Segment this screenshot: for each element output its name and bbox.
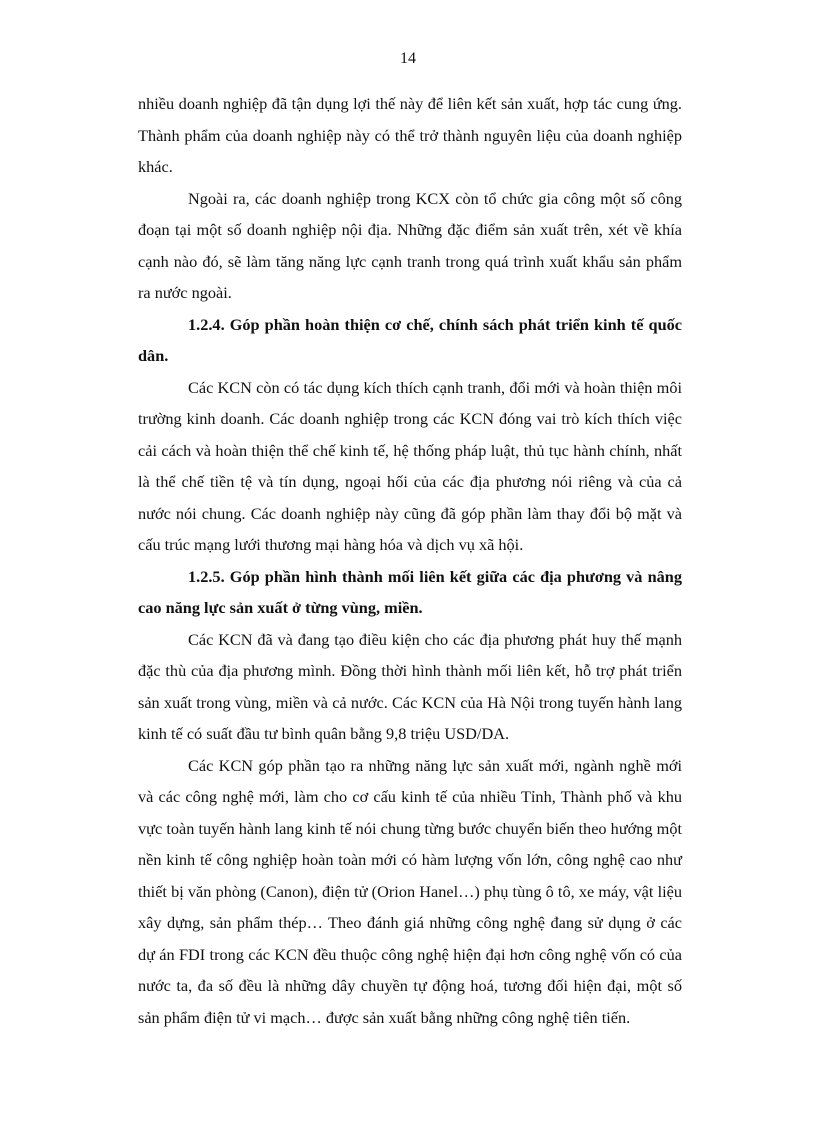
paragraph-regional-linkage: Các KCN đã và đang tạo điều kiện cho các địa phương phát huy thế mạnh đặc thù của địa phương mình. Đồng thời hình thành mối liên kết, hỗ trợ phát triển sản xuất trong vùng, miền và cả nước. Các KCN của Hà Nội trong tuyến hành lang kinh tế có suất đầu tư bình quân bằng 9,8 triệu USD/DA. [138,629,682,743]
page-number: 14 [400,50,416,67]
paragraph-kcx-outsourcing: Ngoài ra, các doanh nghiệp trong KCX còn tổ chức gia công một số công đoạn tại một số doanh nghiệp nội địa. Những đặc điểm sản xuất trên, xét về khía cạnh nào đó, sẽ làm tăng năng lực cạnh tranh trong quá trình xuất khẩu sản phẩm ra nước ngoài. [138,188,682,302]
paragraph-new-capacity: Các KCN góp phần tạo ra những năng lực sản xuất mới, ngành nghề mới và các công nghệ mới, làm cho cơ cấu kinh tế của nhiều Tỉnh, Thành phố và khu vực toàn tuyến hành lang kinh tế nói chung từng bước chuyển biến theo hướng một nền kinh tế công nghiệp hoàn toàn mới có hàm lượng vốn lớn, công nghệ cao như thiết bị văn phòng (Canon), điện tử (Orion Hanel…) phụ tùng ô tô, xe máy, vật liệu xây dựng, sản phẩm thép… Theo đánh giá những công nghệ đang sử dụng ở các dự án FDI trong các KCN đều thuộc công nghệ hiện đại hơn công nghệ vốn có của nước ta, đa số đều là những dây chuyền tự động hoá, tương đối hiện đại, một số sản phẩm điện tử vi mạch… được sản xuất bằng những công nghệ tiên tiến. [138,755,682,1027]
paragraph-continuation: nhiều doanh nghiệp đã tận dụng lợi thế này để liên kết sản xuất, hợp tác cung ứng. Thành phẩm của doanh nghiệp này có thể trở thành nguyên liệu của doanh nghiệp khác. [138,94,682,176]
page-body [138,88,682,1033]
paragraph-business-environment: Các KCN còn có tác dụng kích thích cạnh tranh, đổi mới và hoàn thiện môi trường kinh doanh. Các doanh nghiệp trong các KCN đóng vai trò kích thích việc cải cách và hoàn thiện thể chế kinh tế, hệ thống pháp luật, thủ tục hành chính, nhất là thể chế tiền tệ và tín dụng, ngoại hối của các địa phương nói riêng và của cả nước nói chung. Các doanh nghiệp này cũng đã góp phần làm thay đổi bộ mặt và cấu trúc mạng lưới thương mại hàng hóa và dịch vụ xã hội. [138,377,682,554]
section-heading-1-2-5: 1.2.5. Góp phần hình thành mối liên kết giữa các địa phương và nâng cao năng lực sản xuất ở từng vùng, miền. [138,566,682,617]
section-heading-1-2-4: 1.2.4. Góp phần hoàn thiện cơ chế, chính sách phát triển kinh tế quốc dân. [138,314,682,365]
